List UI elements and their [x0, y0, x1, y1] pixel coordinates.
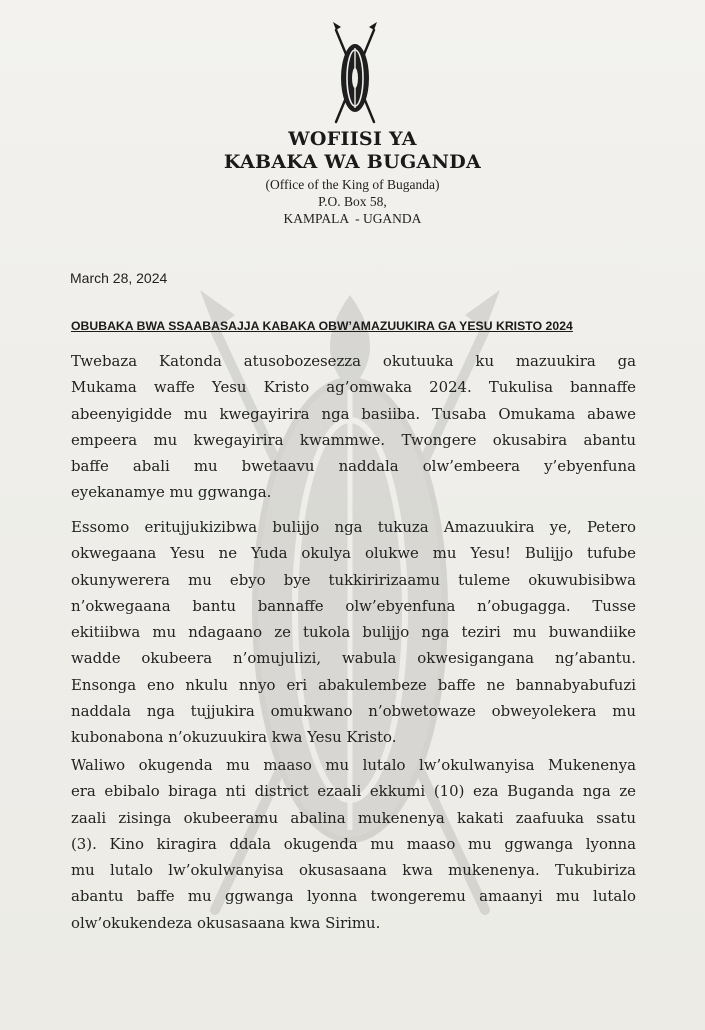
- text-line: n’okwegaana bantu bannaffe olw’ebyenfuna n’obugagga. Tusse: [71, 596, 636, 615]
- text-line: mu lutalo lw’okulwanyisa okusasaana kwa mukenenya. Tukubiriza: [71, 861, 636, 880]
- text-line: Twebaza Katonda atusobozesezza okutuuka ku mazuukira ga: [71, 352, 636, 370]
- text-line: Mukama waffe Yesu Kristo ag’omwaka 2024. Tukulisa bannaffe: [71, 378, 636, 397]
- letter-date: March 28, 2024: [70, 270, 168, 286]
- paragraph-3: [71, 752, 636, 936]
- letterhead-subtitle: (Office of the King of Buganda): [265, 177, 440, 192]
- text-line: era ebibalo biraga nti district ezaali ekkumi (10) eza Buganda nga ze: [71, 782, 636, 801]
- text-line: (3). Kino kiragira ddala okugenda mu maaso mu ggwanga lyonna: [71, 834, 636, 853]
- royal-emblem-logo: [330, 22, 380, 127]
- text-line: Ensonga eno nkulu nnyo eri abakulembeze baffe ne bannabyabufuzi: [71, 675, 636, 694]
- text-line: ekitiibwa mu ndagaano ze tukola bulijjo nga teziri mu buwandiike: [71, 623, 636, 642]
- letter-heading: OBUBAKA BWA SSAABASAJJA KABAKA OBW’AMAZUUKIRA GA YESU KRISTO 2024: [71, 319, 573, 333]
- text-line: Waliwo okugenda mu maaso mu lutalo lw’okulwanyisa Mukenenya: [71, 756, 636, 774]
- text-line: Essomo eritujjukizibwa bulijjo nga tukuza Amazuukira ye, Petero: [71, 518, 636, 536]
- text-line: abeenyigidde mu kwegayirira nga basiiba. Tusaba Omukama abawe: [71, 404, 636, 423]
- text-line: wadde okubeera n’omujulizi, wabula okwesigangana ng’abantu.: [71, 649, 636, 668]
- text-line: kubonabona n’okuzuukira kwa Yesu Kristo.: [71, 728, 397, 747]
- paragraph-2: [71, 514, 636, 751]
- paragraph-1: [71, 348, 636, 506]
- text-line: abantu baffe mu ggwanga lyonna twongeremu amaanyi mu lutalo: [71, 887, 636, 906]
- text-line: baffe abali mu bwetaavu naddala olw’embeera y’ebyenfuna: [71, 457, 636, 476]
- text-line: okunywerera mu ebyo bye tukkiririzaamu tuleme okuwubisibwa: [71, 570, 636, 589]
- text-line: okwegaana Yesu ne Yuda okulya olukwe mu Yesu! Bulijjo tufube: [71, 544, 636, 563]
- letterhead-title-line2: KABAKA WA BUGANDA: [223, 151, 482, 173]
- letterhead-po-box: P.O. Box 58,: [318, 194, 387, 209]
- text-line: naddala nga tujjukira omukwano n’obwetowaze obweyolekera mu: [71, 702, 636, 721]
- text-line: zaali zisinga okubeeramu abalina mukenenya kakati zaafuuka ssatu: [71, 808, 636, 827]
- letterhead-title-line1: WOFIISI YA: [288, 128, 417, 150]
- text-line: eyekanamye mu ggwanga.: [71, 483, 272, 502]
- text-line: olw’okukendeza okusasaana kwa Sirimu.: [71, 913, 381, 932]
- text-line: empeera mu kwegayirira kwammwe. Twongere okusabira abantu: [71, 430, 636, 449]
- letterhead-city: KAMPALA - UGANDA: [283, 211, 422, 226]
